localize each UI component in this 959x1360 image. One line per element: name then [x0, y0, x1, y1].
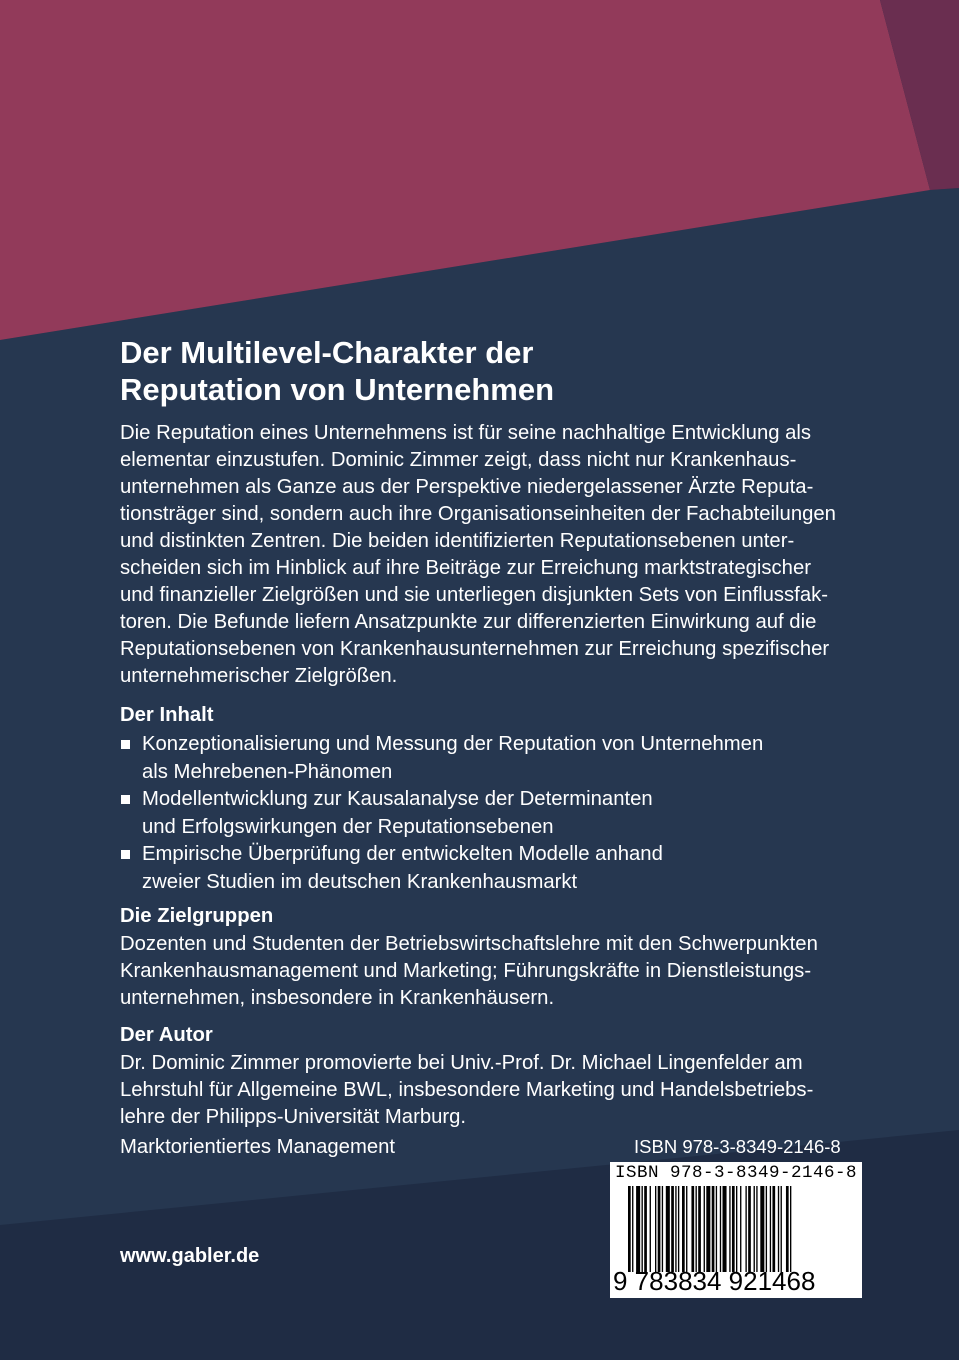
barcode-bar: [671, 1186, 674, 1272]
text-line: Reputationsebenen von Krankenhausunternehmen zur Erreichung spezifischer: [120, 638, 830, 660]
text-line: Dozenten und Studenten der Betriebswirtschaftslehre mit den Schwerpunkten: [120, 933, 818, 955]
book-title: [120, 334, 920, 408]
barcode-bar: [662, 1186, 663, 1272]
isbn-barcode: [610, 1162, 862, 1298]
barcode-bar: [760, 1186, 764, 1272]
text-line: und finanzieller Zielgrößen und sie unterliegen disjunkten Sets von Einflussfak-: [120, 584, 828, 606]
barcode-bar: [678, 1186, 679, 1272]
title-line: Der Multilevel-Charakter der: [120, 335, 534, 370]
text-line: Die Reputation eines Unternehmens ist für seine nachhaltige Entwicklung als: [120, 422, 812, 444]
barcode-bar: [790, 1186, 791, 1272]
isbn-label: ISBN 978-3-8349-2146-8: [634, 1136, 841, 1157]
barcode-bar: [696, 1186, 697, 1272]
audience-heading: Die Zielgruppen: [120, 905, 274, 927]
text-line: Krankenhausmanagement und Marketing; Führungskräfte in Dienstleistungs-: [120, 960, 812, 982]
audience-paragraph: [120, 931, 890, 1012]
list-item-line: und Erfolgswirkungen der Reputationsebenen: [142, 815, 554, 838]
barcode-bar: [745, 1186, 746, 1272]
text-line: tionsträger sind, sondern auch ihre Organisationseinheiten der Fachabteilungen: [120, 503, 836, 525]
list-item-line: zweier Studien im deutschen Krankenhausmarkt: [142, 870, 578, 893]
barcode-bar: [786, 1186, 789, 1272]
barcode-bar: [723, 1186, 727, 1272]
barcode-bar: [636, 1186, 640, 1272]
list-item-line: Modellentwicklung zur Kausalanalyse der Determinanten: [142, 788, 653, 810]
barcode-bar: [691, 1186, 694, 1272]
text-line: unternehmerischer Zielgrößen.: [120, 665, 398, 687]
list-item-line: als Mehrebenen-Phänomen: [142, 760, 393, 783]
list-item: [120, 731, 880, 786]
barcode-bar: [766, 1186, 767, 1272]
barcode-bar: [772, 1186, 775, 1272]
barcode-bar: [698, 1186, 701, 1272]
barcode-bar: [628, 1186, 631, 1272]
barcode-bar: [748, 1186, 751, 1272]
barcode-bar: [650, 1186, 651, 1272]
barcode-bar: [729, 1186, 730, 1272]
barcode-bar: [675, 1186, 676, 1272]
barcode-bar: [778, 1186, 779, 1272]
series-name: Marktorientiertes Management: [120, 1136, 396, 1158]
square-bullet-icon: [121, 795, 130, 804]
barcode-bar: [706, 1186, 710, 1272]
text-line: unternehmen, insbesondere in Krankenhäusern.: [120, 987, 555, 1009]
text-line: lehre der Philipps-Universität Marburg.: [120, 1106, 467, 1128]
barcode-bar: [658, 1186, 661, 1272]
text-line: unternehmen als Ganze aus der Perspektive niedergelassener Ärzte Reputa-: [120, 476, 814, 498]
list-item-line: Konzeptionalisierung und Messung der Reputation von Unternehmen: [142, 733, 764, 755]
content-heading: Der Inhalt: [120, 704, 214, 726]
text-line: Lehrstuhl für Allgemeine BWL, insbesondere Marketing und Handelsbetriebs-: [120, 1079, 814, 1101]
barcode-bar: [655, 1186, 656, 1272]
author-paragraph: [120, 1050, 890, 1131]
barcode-bar: [644, 1186, 647, 1272]
text-line: elementar einzustufen. Dominic Zimmer zeigt, dass nicht nur Krankenhaus-: [120, 449, 797, 471]
barcode-bar: [632, 1186, 633, 1272]
barcode-number: 9 783834 921468: [613, 1266, 816, 1296]
barcode-bar: [666, 1186, 670, 1272]
list-item: [120, 841, 880, 896]
square-bullet-icon: [121, 850, 130, 859]
barcode-bar: [716, 1186, 717, 1272]
barcode-bar: [732, 1186, 735, 1272]
intro-paragraph: [120, 420, 890, 690]
text-line: toren. Die Befunde liefern Ansatzpunkte zur differenzierten Einwirkung auf die: [120, 611, 817, 633]
barcode-bars-icon: [628, 1186, 850, 1272]
barcode-bar: [756, 1186, 757, 1272]
list-item: [120, 786, 880, 841]
barcode-bar: [704, 1186, 705, 1272]
title-line: Reputation von Unternehmen: [120, 372, 555, 407]
barcode-bar: [781, 1186, 782, 1272]
author-heading: Der Autor: [120, 1024, 213, 1046]
barcode-bar: [740, 1186, 741, 1272]
barcode-bar: [720, 1186, 721, 1272]
content-list: [120, 731, 880, 896]
barcode-bar: [770, 1186, 771, 1272]
text-line: Dr. Dominic Zimmer promovierte bei Univ.-Prof. Dr. Michael Lingenfelder am: [120, 1052, 803, 1074]
publisher-website[interactable]: www.gabler.de: [120, 1245, 260, 1267]
list-item-line: Empirische Überprüfung der entwickelten Modelle anhand: [142, 843, 663, 865]
text-line: und distinkten Zentren. Die beiden identifizierten Reputationsebenen unter-: [120, 530, 795, 552]
barcode-bar: [642, 1186, 643, 1272]
barcode-bar: [736, 1186, 737, 1272]
text-line: scheiden sich im Hinblick auf ihre Beiträge zur Erreichung marktstrategischer: [120, 557, 811, 579]
square-bullet-icon: [121, 740, 130, 749]
barcode-bar: [712, 1186, 715, 1272]
barcode-isbn-text: ISBN 978-3-8349-2146-8: [615, 1163, 858, 1183]
barcode-bar: [754, 1186, 755, 1272]
barcode-bar: [686, 1186, 687, 1272]
barcode-bar: [682, 1186, 685, 1272]
